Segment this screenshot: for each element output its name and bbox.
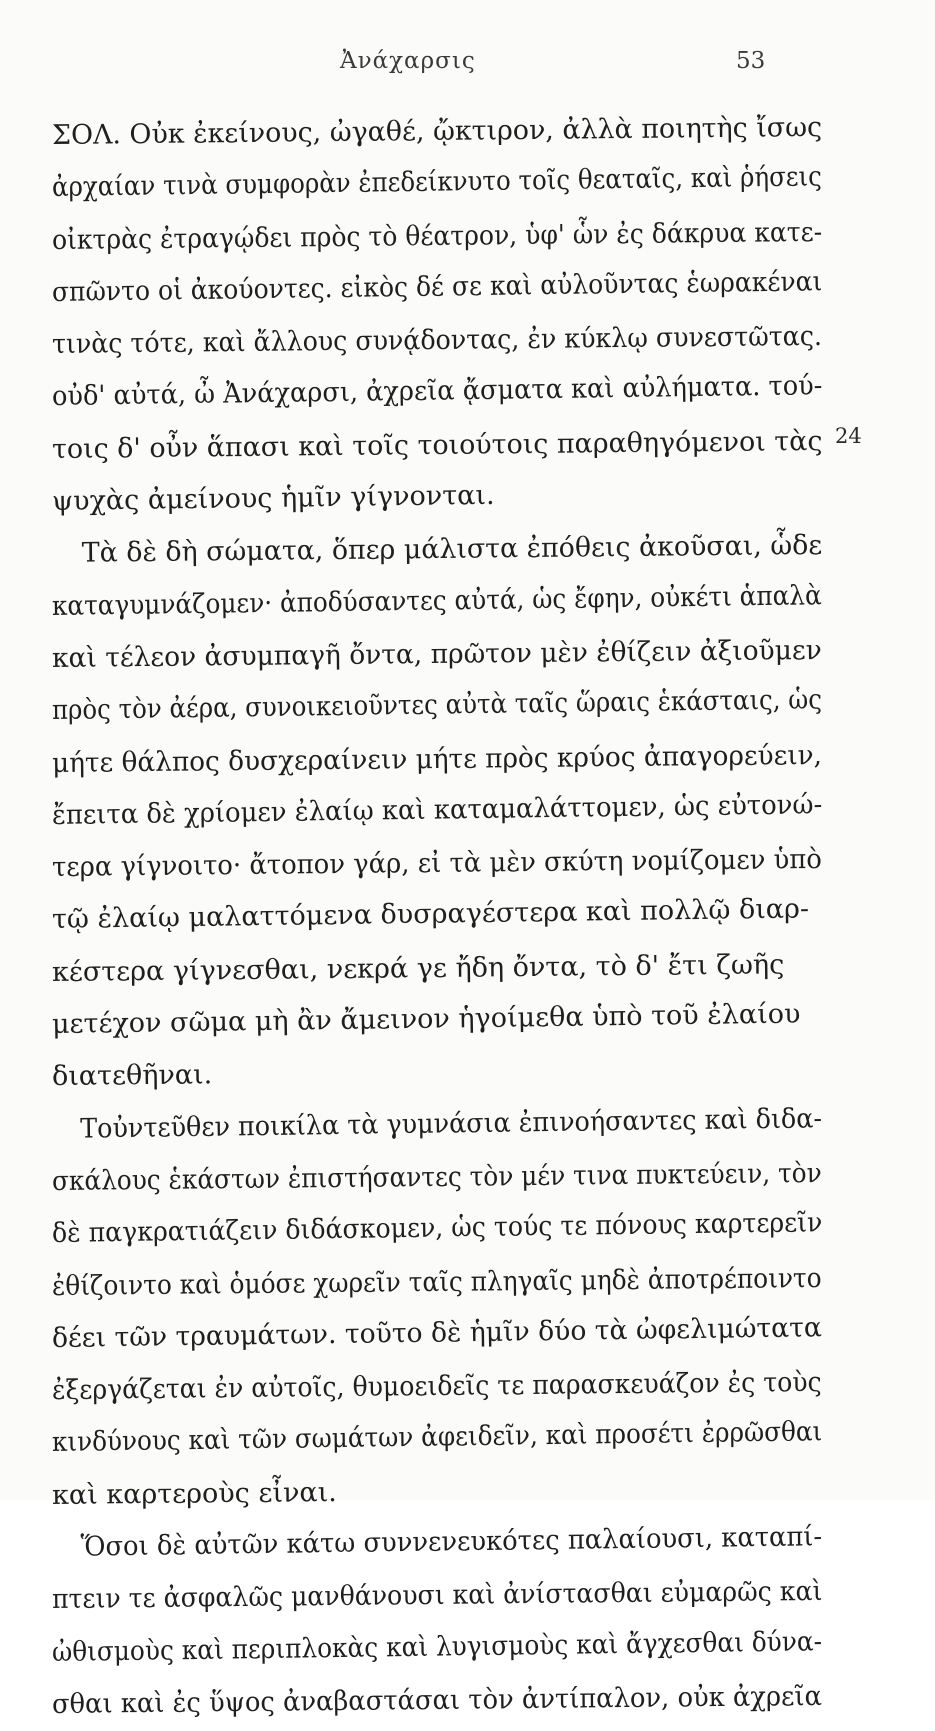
margin-section-number: 24	[835, 424, 862, 448]
body-text	[52, 110, 822, 1731]
text-line: ἐξεργάζεται ἐν αὐτοῖς, θυμοειδεῖς τε παρασκευάζον ἐς τοὺς	[51, 1367, 822, 1407]
running-title: Ἀνάχαρσις	[340, 48, 476, 74]
text-line: σκάλους ἑκάστων ἐπιστήσαντες τὸν μέν τινα πυκτεύειν, τὸν	[51, 1157, 822, 1197]
text-line: ἀρχαίαν τινὰ συμφορὰν ἐπεδείκνυτο τοῖς θεαταῖς, καὶ ῥήσεις	[51, 161, 823, 204]
text-line: οὐδ' αὐτά, ὦ Ἀνάχαρσι, ἀχρεῖα ᾄσματα καὶ αὐλήματα. τού-	[51, 370, 823, 413]
text-line: μήτε θάλπος δυσχεραίνειν μήτε πρὸς κρύος ἀπαγορεύειν,	[51, 739, 823, 779]
text-line: κέστερα γίγνεσθαι, νεκρά γε ἤδη ὄντα, τὸ δ' ἔτι ζωῆς	[51, 949, 785, 988]
paragraph-start-line: Τοὐντεῦθεν ποικίλα τὰ γυμνάσια ἐπινοήσαντες καὶ διδα-	[80, 1102, 823, 1145]
paragraph-start-line: Ὅσοι δὲ αὐτῶν κάτω συννενευκότες παλαίουσι, καταπί-	[80, 1521, 823, 1563]
text-line: ψυχὰς ἀμείνους ἡμῖν γίγνονται.	[51, 479, 495, 518]
text-line: σθαι καὶ ἐς ὕψος ἀναβαστάσαι τὸν ἀντίπαλον, οὐκ ἀχρεῖα	[51, 1680, 823, 1720]
text-line: κινδύνους καὶ τῶν σωμάτων ἀφειδεῖν, καὶ προσέτι ἐρρῶσθαι	[51, 1416, 823, 1459]
text-line: τοις δ' οὖν ἅπασι καὶ τοῖς τοιούτοις παραθηγόμενοι τὰς	[51, 425, 823, 465]
text-line: πρὸς τὸν ἀέρα, συνοικειοῦντες αὐτὰ ταῖς ὥραις ἑκάσταις, ὡς	[51, 684, 823, 727]
text-line: ὠθισμοὺς καὶ περιπλοκὰς καὶ λυγισμοὺς καὶ ἄγχεσθαι δύνα-	[51, 1625, 823, 1668]
text-line: καταγυμνάζομεν· ἀποδύσαντες αὐτά, ὡς ἔφην, οὐκέτι ἁπαλὰ	[51, 579, 822, 622]
text-line: πτειν τε ἀσφαλῶς μανθάνουσι καὶ ἀνίστασθαι εὐμαρῶς καὶ	[51, 1576, 823, 1616]
text-line: οἰκτρὰς ἐτραγῴδει πρὸς τὸ θέατρον, ὑφ' ὧν ἐς δάκρυα κατε-	[51, 216, 823, 256]
text-line: καὶ τέλεον ἀσυμπαγῆ ὄντα, πρῶτον μὲν ἐθίζειν ἀξιοῦμεν	[51, 634, 822, 674]
text-line: δέει τῶν τραυμάτων. τοῦτο δὲ ἡμῖν δύο τὰ ὠφελιμώτατα	[51, 1312, 823, 1354]
page-header	[0, 48, 935, 88]
text-line: τινὰς τότε, καὶ ἄλλους συνᾴδοντας, ἐν κύκλῳ συνεστῶτας.	[51, 321, 823, 361]
text-line: σπῶντο οἱ ἀκούοντες. εἰκὸς δέ σε καὶ αὐλοῦντας ἑωρακέναι	[51, 266, 823, 308]
text-line: διατεθῆναι.	[51, 1059, 213, 1093]
text-line: μετέχον σῶμα μὴ ἂν ἄμεινον ἡγοίμεθα ὑπὸ τοῦ ἐλαίου	[51, 998, 801, 1041]
paragraph-start-line: Τὰ δὲ δὴ σώματα, ὅπερ μάλιστα ἐπόθεις ἀκοῦσαι, ὧδε	[81, 530, 823, 570]
text-line: ἐθίζοιντο καὶ ὁμόσε χωρεῖν ταῖς πληγαῖς μηδὲ ἀποτρέποιντο	[51, 1262, 822, 1302]
text-line: ΣΟΛ. Οὐκ ἐκείνους, ὠγαθέ, ᾤκτιρον, ἀλλὰ ποιητὴς ἴσως	[51, 111, 823, 151]
page-number: 53	[736, 48, 766, 74]
text-line: καὶ καρτεροὺς εἶναι.	[51, 1476, 337, 1511]
text-line: τῷ ἐλαίῳ μαλαττόμενα δυσραγέστερα καὶ πολλῷ διαρ-	[51, 893, 810, 936]
text-line: ἔπειτα δὲ χρίομεν ἐλαίῳ καὶ καταμαλάττομεν, ὡς εὐτονώ-	[51, 789, 823, 831]
text-line: τερα γίγνοιτο· ἄτοπον γάρ, εἰ τὰ μὲν σκύτη νομίζομεν ὑπὸ	[51, 844, 823, 884]
text-line: δὲ παγκρατιάζειν διδάσκομεν, ὡς τούς τε πόνους καρτερεῖν	[51, 1207, 823, 1250]
